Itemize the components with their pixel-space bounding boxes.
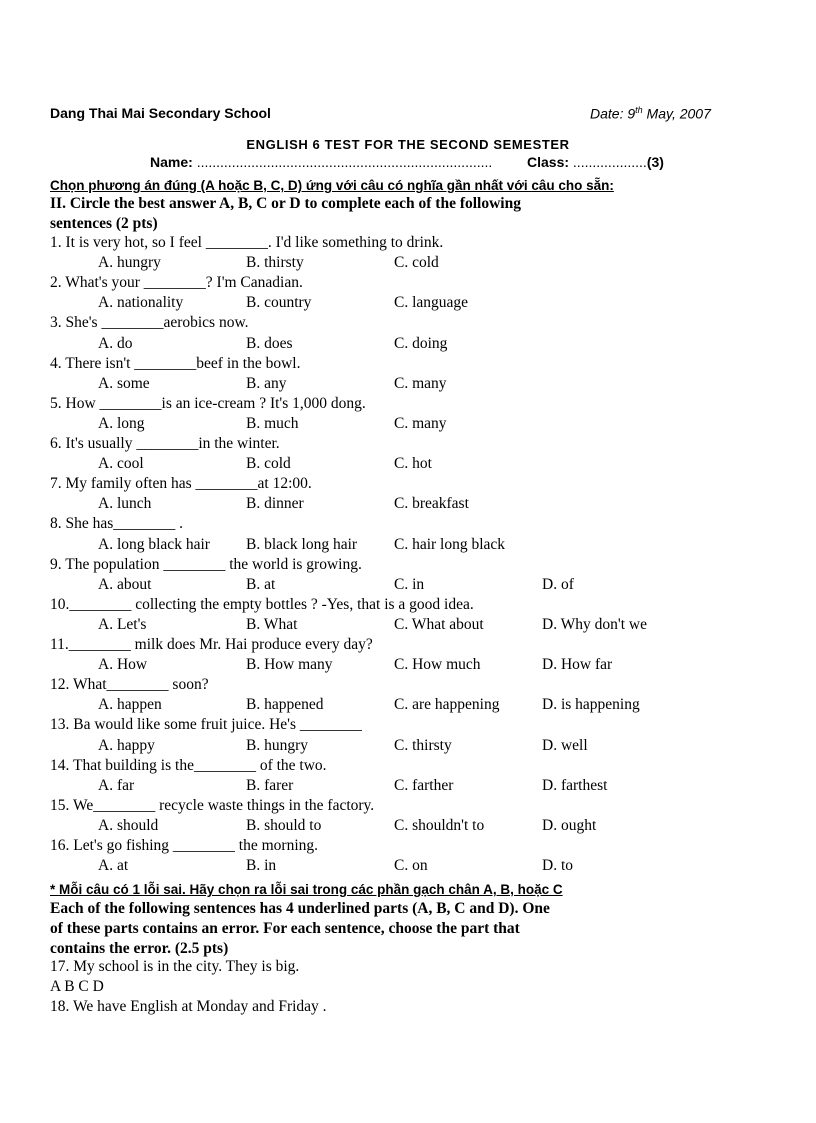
question-stem: 9. The population ________ the world is growing. <box>50 555 362 573</box>
answer-option[interactable]: C. on <box>394 857 428 875</box>
answer-option[interactable]: A. happy <box>98 736 155 754</box>
answer-option[interactable]: B. What <box>246 615 298 633</box>
answer-option[interactable]: A. hungry <box>98 254 161 272</box>
answer-option[interactable]: A. cool <box>98 455 144 473</box>
class-dots: ................... <box>572 154 647 170</box>
question-stem: 12. What________ soon? <box>50 676 209 694</box>
answer-option[interactable]: C. farther <box>394 776 454 794</box>
answer-option[interactable]: D. Why don't we <box>542 615 647 633</box>
answer-option[interactable]: C. doing <box>394 334 448 352</box>
question-17-letters: A B C D <box>50 978 104 995</box>
section2-vn-instruction: Chọn phương án đúng (A hoặc B, C, D) ứng với câu có nghĩa gần nhất với câu cho sẵn: <box>50 178 614 193</box>
answer-option[interactable]: A. nationality <box>98 294 184 312</box>
answer-option[interactable]: D. farthest <box>542 776 608 794</box>
question-stem: 13. Ba would like some fruit juice. He's ________ <box>50 716 362 734</box>
answer-option[interactable]: C. many <box>394 414 447 432</box>
answer-option[interactable]: D. How far <box>542 656 613 674</box>
answer-option[interactable]: A. happen <box>98 696 162 714</box>
answer-option[interactable]: D. ought <box>542 816 597 834</box>
question-stem: 5. How ________is an ice-cream ? It's 1,000 dong. <box>50 394 366 412</box>
question-stem: 16. Let's go fishing ________ the morning. <box>50 837 318 854</box>
question-stem: 6. It's usually ________in the winter. <box>50 435 280 452</box>
answer-option[interactable]: C. cold <box>394 254 439 272</box>
answer-option[interactable]: C. language <box>394 294 469 312</box>
answer-option[interactable]: C. hair long black <box>394 535 506 553</box>
question-stem: 7. My family often has ________at 12:00. <box>50 475 312 493</box>
date-superscript: th <box>635 105 643 115</box>
answer-option[interactable]: C. in <box>394 575 425 593</box>
question-stem: 4. There isn't ________beef in the bowl. <box>50 354 301 372</box>
answer-option[interactable]: C. breakfast <box>394 495 469 513</box>
question-stem: 10.________ collecting the empty bottles ? -Yes, that is a good idea. <box>50 595 474 613</box>
answer-option[interactable]: C. How much <box>394 656 481 674</box>
answer-option[interactable]: B. cold <box>246 455 291 473</box>
answer-option[interactable]: B. in <box>246 857 277 875</box>
answer-option[interactable]: A. lunch <box>98 495 152 513</box>
question-stem: 1. It is very hot, so I feel ________. I'd like something to drink. <box>50 234 444 251</box>
section3-instruction-line-1: Each of the following sentences has 4 underlined parts (A, B, C and D). One <box>50 900 550 917</box>
answer-option[interactable]: A. some <box>98 374 150 392</box>
question-stem: 2. What's your ________? I'm Canadian. <box>50 274 303 292</box>
answer-option[interactable]: D. of <box>542 575 574 593</box>
section2-instruction-line-2: sentences (2 pts) <box>50 215 158 232</box>
answer-option[interactable]: B. country <box>246 294 312 312</box>
section3-instruction-line-2: of these parts contains an error. For each sentence, choose the part that <box>50 920 520 937</box>
answer-option[interactable]: D. well <box>542 736 588 754</box>
answer-option[interactable]: B. thirsty <box>246 254 304 272</box>
answer-option[interactable]: C. many <box>394 374 447 392</box>
question-17: 17. My school is in the city. They is big. <box>50 958 300 975</box>
question-stem: 8. She has________ . <box>50 515 184 533</box>
answer-option[interactable]: A. about <box>98 575 152 593</box>
name-label: Name: <box>150 154 193 170</box>
test-title: ENGLISH 6 TEST FOR THE SECOND SEMESTER <box>246 137 570 152</box>
answer-option[interactable]: C. shouldn't to <box>394 816 485 834</box>
date-prefix: Date: 9 <box>590 105 636 122</box>
school-name: Dang Thai Mai Secondary School <box>50 105 271 121</box>
answer-option[interactable]: A. long <box>98 414 145 432</box>
question-stem: 15. We________ recycle waste things in the factory. <box>50 796 375 814</box>
answer-option[interactable]: B. dinner <box>246 495 304 513</box>
class-code: (3) <box>646 154 664 170</box>
date-suffix: May, 2007 <box>642 105 711 122</box>
answer-option[interactable]: A. long black hair <box>98 535 210 553</box>
answer-option[interactable]: A. How <box>98 656 148 674</box>
answer-option[interactable]: B. should to <box>246 816 322 834</box>
answer-option[interactable]: B. How many <box>246 656 333 674</box>
class-label: Class: <box>527 154 570 170</box>
answer-option[interactable]: C. are happening <box>394 696 500 714</box>
answer-option[interactable]: B. much <box>246 414 299 432</box>
answer-option[interactable]: B. hungry <box>246 736 308 754</box>
answer-option[interactable]: A. far <box>98 776 135 794</box>
name-line <box>150 154 492 170</box>
answer-option[interactable]: D. to <box>542 857 573 875</box>
section3-instruction-line-3: contains the error. (2.5 pts) <box>50 940 229 957</box>
answer-option[interactable]: A. Let's <box>98 615 147 633</box>
answer-option[interactable]: D. is happening <box>542 696 640 714</box>
answer-option[interactable]: C. hot <box>394 455 432 473</box>
test-date <box>590 105 711 122</box>
class-line <box>527 154 664 170</box>
answer-option[interactable]: A. at <box>98 857 129 875</box>
answer-option[interactable]: A. should <box>98 816 159 834</box>
section3-vn-instruction: * Mỗi câu có 1 lỗi sai. Hãy chọn ra lỗi sai trong các phần gạch chân A, B, hoặc C <box>50 882 563 897</box>
answer-option[interactable]: B. at <box>246 575 276 593</box>
name-dots: ............................................................................ <box>196 154 493 170</box>
answer-option[interactable]: C. What about <box>394 615 484 633</box>
question-stem: 3. She's ________aerobics now. <box>50 314 249 332</box>
question-stem: 14. That building is the________ of the two. <box>50 756 327 774</box>
answer-option[interactable]: B. any <box>246 374 287 392</box>
answer-option[interactable]: B. happened <box>246 696 324 714</box>
section2-instruction-line-1: II. Circle the best answer A, B, C or D to complete each of the following <box>50 195 521 212</box>
answer-option[interactable]: C. thirsty <box>394 736 452 754</box>
question-18: 18. We have English at Monday and Friday . <box>50 998 327 1015</box>
answer-option[interactable]: A. do <box>98 334 133 352</box>
answer-option[interactable]: B. farer <box>246 776 294 794</box>
answer-option[interactable]: B. black long hair <box>246 535 358 553</box>
question-stem: 11.________ milk does Mr. Hai produce every day? <box>50 636 373 653</box>
answer-option[interactable]: B. does <box>246 334 293 352</box>
